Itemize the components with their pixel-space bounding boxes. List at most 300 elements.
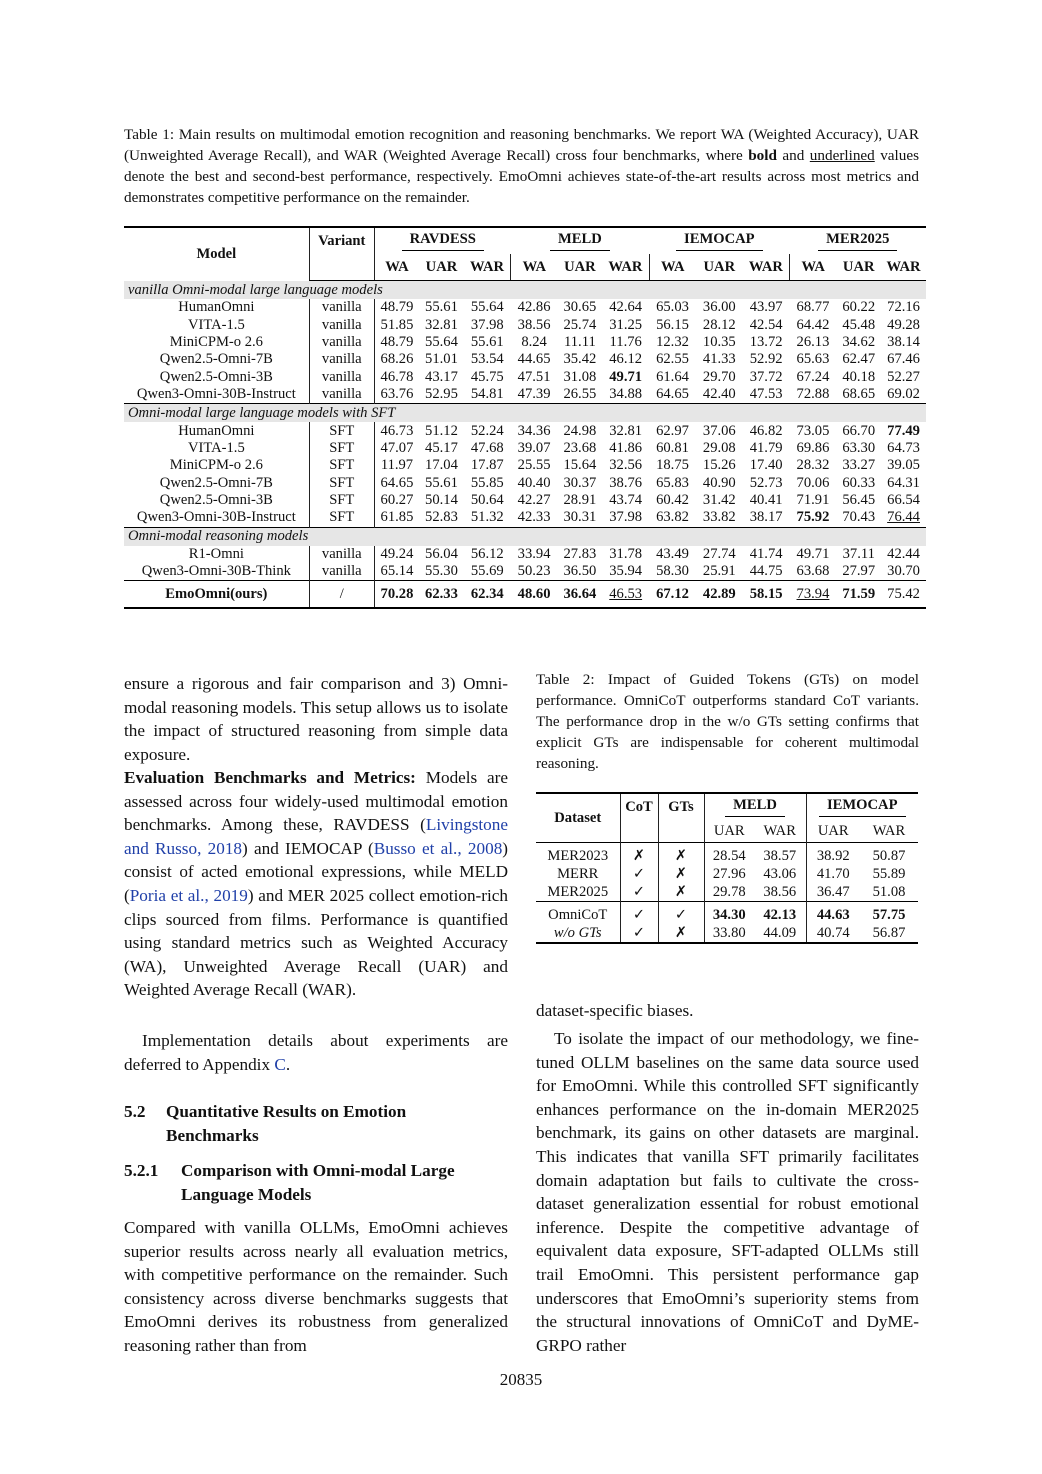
left-para-4: Compared with vanilla OLLMs, EmoOmni achieves superior results across nearly all evaluation metrics, with competitive performance on the remainder. Such consistency across diverse benchmarks suggests that EmoOmni derives its robustness from generalized reasoning rather than from [124, 1218, 508, 1355]
dataset-name: MERR [557, 866, 599, 882]
score-cell: 27.83 [563, 545, 597, 562]
score-cell: 25.55 [517, 457, 551, 474]
score-cell: 50.64 [470, 492, 504, 509]
cite-poria[interactable]: Poria et al., 2019 [129, 885, 248, 905]
score-cell: 28.12 [702, 316, 736, 333]
score-cell: 33.80 [704, 924, 754, 943]
t2-header-cot: CoT [620, 793, 658, 820]
variant: vanilla [309, 334, 374, 351]
score-cell: 70.06 [796, 474, 830, 491]
score-cell: 56.12 [470, 545, 504, 562]
left-para-2: Evaluation Benchmarks and Metrics: Models are assessed across four widely-used multimodal emotion benchmarks. Among these, RAVDESS (Livingstone and Russo, 2018) and IEMOCAP (Busso et al., 2008) consist of acted emotional expressions, while MELD (Poria et al., 2019) and MER 2025 collect emotion-rich clips sourced from films. Performance is quantified using standard metrics such as Weighted Accuracy (WA), Unweighted Average Recall (UAR) and Weighted Average Recall (WAR). [124, 768, 509, 1000]
table-row [536, 843, 918, 866]
score-cell: 47.51 [517, 368, 551, 385]
score-cell: 52.95 [425, 386, 458, 403]
score-cell: 36.64 [563, 585, 597, 602]
score-cell: 42.54 [749, 316, 783, 333]
score-cell: 28.91 [563, 492, 597, 509]
score-cell: 48.60 [517, 585, 551, 602]
section-5-2-1-number: 5.2.1 [124, 1161, 159, 1180]
score-cell: 37.98 [470, 316, 504, 333]
header-iemocap: IEMOCAP [649, 227, 789, 254]
right-para-2: To isolate the impact of our methodology, we fine-tuned OLLM baselines on the same data source used for EmoOmni. While this controlled SFT significantly enhances performance on the in-domain MER2025 benchmark, its gains on other datasets are marginal. This indicates that vanilla SFT primarily facilitates domain adaptation but fails to cultivate the cross-dataset generalization essential for robust emotional inference. Despite the competitive advantage of equivalent data exposure, SFT-adapted OLLMs still trail EmoOmni. This persistent performance gap underscores that EmoOmni’s superiority stems from the structural innovations of OmniCoT and DyME-GRPO rather [536, 1029, 919, 1355]
dataset-name: w/o GTs [553, 925, 602, 941]
model-name: MiniCPM-o 2.6 [169, 457, 263, 474]
variant: vanilla [309, 369, 374, 386]
score-cell: 55.89 [872, 866, 906, 882]
score-cell: 70.43 [842, 509, 876, 526]
table-row [124, 316, 926, 333]
score-cell: 69.02 [887, 386, 920, 403]
score-cell: 32.81 [609, 422, 643, 439]
model-name: HumanOmni [178, 422, 255, 439]
score-cell: 56.04 [425, 545, 458, 562]
score-cell: 25.74 [563, 316, 597, 333]
score-cell: 44.75 [749, 563, 783, 580]
score-cell: 65.14 [374, 563, 419, 581]
score-cell: 37.98 [609, 509, 643, 526]
score-cell: 72.16 [887, 299, 920, 316]
score-cell: 64.42 [796, 316, 830, 333]
t2-header-iemocap: IEMOCAP [806, 793, 918, 820]
table-row [536, 883, 918, 902]
variant: SFT [309, 422, 374, 439]
score-cell: 55.61 [425, 474, 458, 491]
variant: SFT [309, 457, 374, 474]
t2-header-meld: MELD [704, 793, 806, 820]
score-cell: 38.14 [887, 333, 920, 350]
score-cell: 34.88 [609, 386, 643, 403]
model-name: Qwen3-Omni-30B-Think [141, 563, 291, 580]
score-cell: 57.75 [872, 907, 906, 923]
score-cell: 71.91 [796, 492, 830, 509]
score-cell: 39.05 [887, 457, 920, 474]
score-cell: 23.68 [563, 439, 597, 456]
score-cell: 13.72 [749, 333, 783, 350]
metric-header: UAR [696, 254, 743, 281]
table-row [124, 440, 926, 457]
gts-mark: ✗ [658, 843, 704, 866]
score-cell: 27.74 [702, 545, 736, 562]
score-cell: 11.97 [374, 457, 419, 474]
score-cell: 46.53 [609, 585, 643, 602]
score-cell: 76.44 [887, 509, 920, 526]
page-number: 20835 [499, 1370, 543, 1389]
score-cell: 63.30 [842, 439, 876, 456]
score-cell: 31.42 [702, 492, 736, 509]
score-cell: 52.92 [749, 351, 783, 368]
score-cell: 46.12 [609, 351, 643, 368]
table-row [124, 422, 926, 439]
score-cell: 67.12 [656, 585, 689, 602]
table-row [536, 924, 918, 943]
table-row [124, 334, 926, 351]
score-cell: 43.74 [609, 492, 643, 509]
model-name: Qwen2.5-Omni-7B [159, 474, 273, 491]
score-cell: 42.86 [517, 299, 551, 316]
score-cell: 73.05 [796, 422, 830, 439]
dataset-name: MER2025 [547, 884, 609, 900]
appendix-link[interactable]: C [274, 1054, 286, 1074]
score-cell: 31.08 [563, 368, 597, 385]
table-row [124, 369, 926, 386]
score-cell: 18.75 [656, 457, 689, 474]
table-row [124, 457, 926, 474]
score-cell: 63.76 [374, 386, 419, 404]
score-cell: 55.64 [470, 299, 504, 316]
score-cell: 45.75 [470, 368, 504, 385]
score-cell: 42.33 [517, 509, 551, 526]
score-cell: 58.15 [749, 585, 783, 602]
gts-mark: ✗ [658, 865, 704, 883]
header-model: Model [124, 227, 309, 281]
score-cell: 11.11 [564, 333, 596, 350]
score-cell: 48.79 [374, 299, 419, 316]
section-5-2-title: Quantitative Results on Emotion Benchmarks [166, 1102, 407, 1145]
model-name: Qwen2.5-Omni-7B [159, 351, 273, 368]
score-cell: 52.24 [470, 422, 504, 439]
metric-header: UAR [558, 254, 603, 281]
score-cell: 8.24 [521, 333, 547, 350]
score-cell: 61.64 [656, 368, 689, 385]
score-cell: 29.70 [702, 368, 736, 385]
score-cell: 38.17 [749, 509, 783, 526]
score-cell: 55.61 [470, 333, 504, 350]
score-cell: 60.33 [842, 474, 876, 491]
score-cell: 64.65 [374, 475, 419, 492]
variant: vanilla [309, 386, 374, 404]
score-cell: 33.94 [517, 545, 551, 562]
score-cell: 32.56 [609, 457, 643, 474]
score-cell: 27.97 [842, 563, 876, 580]
score-cell: 30.31 [563, 509, 597, 526]
table-row [536, 902, 918, 925]
score-cell: 58.30 [656, 563, 689, 580]
score-cell: 49.28 [887, 316, 920, 333]
score-cell: 38.57 [763, 848, 797, 864]
table-row [124, 299, 926, 316]
score-cell: 73.94 [796, 585, 830, 602]
score-cell: 66.54 [887, 492, 920, 509]
score-cell: 51.32 [470, 509, 504, 526]
score-cell: 34.36 [517, 422, 551, 439]
score-cell: 61.85 [374, 509, 419, 527]
cot-mark: ✓ [620, 902, 658, 925]
score-cell: 42.40 [702, 386, 736, 403]
score-cell: 71.59 [842, 585, 876, 602]
score-cell: 60.22 [842, 299, 876, 316]
cot-mark: ✗ [620, 843, 658, 866]
metric-header: WAR [464, 254, 511, 281]
table-row [124, 351, 926, 368]
score-cell: 70.28 [374, 581, 419, 609]
score-cell: 17.04 [425, 457, 458, 474]
score-cell: 54.81 [470, 386, 504, 403]
table-group-title: Omni-modal reasoning models [124, 527, 926, 546]
variant: vanilla [309, 563, 374, 581]
score-cell: 36.47 [806, 883, 860, 902]
cite-busso[interactable]: Busso et al., 2008 [373, 838, 503, 858]
table-row [536, 865, 918, 883]
score-cell: 68.65 [842, 386, 876, 403]
cot-mark: ✓ [620, 865, 658, 883]
metric-header: WAR [743, 254, 790, 281]
score-cell: 75.42 [887, 585, 920, 602]
score-cell: 52.27 [887, 368, 920, 385]
score-cell: 30.37 [563, 474, 597, 491]
score-cell: 48.79 [374, 334, 419, 351]
score-cell: 26.55 [563, 386, 597, 403]
score-cell: 67.46 [887, 351, 920, 368]
variant: vanilla [309, 316, 374, 333]
gts-mark: ✗ [658, 883, 704, 902]
header-variant: Variant [309, 227, 374, 254]
dataset-name: MER2023 [547, 848, 609, 864]
score-cell: 34.62 [842, 333, 876, 350]
table-row [124, 386, 926, 404]
score-cell: 42.89 [702, 585, 736, 602]
score-cell: 55.69 [470, 563, 504, 580]
score-cell: 43.97 [749, 299, 783, 316]
score-cell: 44.63 [806, 902, 860, 925]
score-cell: 50.23 [517, 563, 551, 580]
score-cell: 45.48 [842, 316, 876, 333]
score-cell: 53.54 [470, 351, 504, 368]
score-cell: 41.33 [702, 351, 736, 368]
score-cell: 62.34 [470, 585, 504, 602]
table-group-title: vanilla Omni-modal large language models [124, 281, 926, 300]
section-5-2-number: 5.2 [124, 1102, 146, 1121]
score-cell: 75.92 [796, 509, 830, 526]
score-cell: 66.70 [842, 422, 876, 439]
score-cell: 51.01 [425, 351, 458, 368]
model-name: Qwen3-Omni-30B-Instruct [136, 509, 296, 526]
score-cell: 50.14 [425, 492, 458, 509]
score-cell: 68.77 [796, 299, 830, 316]
gts-mark: ✗ [658, 924, 704, 943]
score-cell: 67.24 [796, 368, 830, 385]
score-cell: 30.70 [887, 563, 920, 580]
results-table [124, 226, 926, 609]
variant: vanilla [309, 351, 374, 368]
model-name: R1-Omni [188, 545, 244, 562]
score-cell: 52.83 [425, 509, 458, 526]
score-cell: 51.12 [425, 422, 458, 439]
score-cell: 11.76 [609, 333, 642, 350]
header-meld: MELD [511, 227, 649, 254]
table-row [124, 475, 926, 492]
header-mer2025: MER2025 [790, 227, 926, 254]
score-cell: 29.08 [702, 439, 736, 456]
score-cell: 62.33 [425, 585, 458, 602]
score-cell: 47.53 [749, 386, 783, 403]
score-cell: 33.27 [842, 457, 876, 474]
left-para-1: ensure a rigorous and fair comparison and 3) Omni-modal reasoning models. This setup allows us to isolate the impact of structured reasoning from simple data exposure. [124, 674, 508, 764]
variant: vanilla [309, 299, 374, 316]
score-cell: 52.73 [749, 474, 783, 491]
score-cell: 33.82 [702, 509, 736, 526]
left-para-3: Implementation details about experiments are deferred to Appendix C. [124, 1031, 508, 1074]
metric-header: WA [511, 254, 558, 281]
ours-row [124, 581, 926, 609]
score-cell: 49.24 [374, 546, 419, 563]
score-cell: 45.17 [425, 439, 458, 456]
cot-mark: ✓ [620, 883, 658, 902]
score-cell: 72.88 [796, 386, 830, 403]
score-cell: 62.97 [656, 422, 689, 439]
score-cell: 37.72 [749, 368, 783, 385]
score-cell: 77.49 [887, 422, 920, 439]
score-cell: 64.65 [656, 386, 689, 403]
variant: / [309, 581, 374, 609]
score-cell: 42.27 [517, 492, 551, 509]
score-cell: 26.13 [796, 333, 830, 350]
score-cell: 38.92 [806, 843, 860, 866]
score-cell: 37.11 [842, 545, 875, 562]
metric-header: UAR [836, 254, 881, 281]
table1-caption: Table 1: Main results on multimodal emotion recognition and reasoning benchmarks. We report WA (Weighted Accuracy), UAR (Unweighted Average Recall), and WAR (Weighted Average Recall) cross four benchmarks, where bold and underlined values denote the best and second-best performance, respectively. EmoOmni achieves state-of-the-art results across most metrics and demonstrates competitive performance on the remainder. [124, 126, 920, 206]
score-cell: 43.06 [763, 866, 797, 882]
score-cell: 64.73 [887, 439, 920, 456]
score-cell: 56.15 [656, 316, 689, 333]
score-cell: 41.70 [806, 865, 860, 883]
score-cell: 37.06 [702, 422, 736, 439]
score-cell: 44.65 [517, 351, 551, 368]
cot-mark: ✓ [620, 924, 658, 943]
score-cell: 49.71 [609, 368, 643, 385]
model-name: EmoOmni(ours) [165, 585, 268, 602]
t2-header-dataset: Dataset [554, 809, 602, 826]
score-cell: 68.26 [374, 351, 419, 368]
model-name: VITA-1.5 [187, 316, 245, 333]
metric-header: WAR [602, 254, 649, 281]
score-cell: 35.94 [609, 563, 643, 580]
score-cell: 46.78 [374, 369, 419, 386]
score-cell: 62.55 [656, 351, 689, 368]
score-cell: 38.56 [763, 884, 797, 900]
score-cell: 12.32 [656, 333, 689, 350]
score-cell: 40.18 [842, 368, 876, 385]
variant: SFT [309, 492, 374, 509]
score-cell: 44.09 [763, 925, 797, 941]
score-cell: 65.03 [656, 299, 689, 316]
score-cell: 63.68 [796, 563, 830, 580]
table-row [124, 563, 926, 581]
score-cell: 56.45 [842, 492, 876, 509]
score-cell: 15.64 [563, 457, 597, 474]
model-name: Qwen2.5-Omni-3B [159, 368, 273, 385]
score-cell: 17.87 [470, 457, 504, 474]
score-cell: 32.81 [425, 316, 458, 333]
header-ravdess: RAVDESS [374, 227, 510, 254]
cite-livingstone[interactable]: Livingstone and Russo, 2018 [124, 815, 508, 858]
score-cell: 46.82 [749, 422, 783, 439]
score-cell: 40.90 [702, 474, 736, 491]
score-cell: 42.13 [763, 907, 797, 923]
score-cell: 49.71 [796, 545, 830, 562]
table-row [124, 546, 926, 563]
score-cell: 38.76 [609, 474, 643, 491]
score-cell: 31.25 [609, 316, 643, 333]
score-cell: 55.61 [425, 299, 458, 316]
score-cell: 39.07 [517, 439, 551, 456]
model-name: Qwen3-Omni-30B-Instruct [136, 386, 296, 403]
score-cell: 56.87 [872, 925, 906, 941]
score-cell: 60.42 [656, 492, 689, 509]
score-cell: 42.44 [887, 545, 920, 562]
metric-header: WAR [881, 254, 926, 281]
score-cell: 55.85 [470, 474, 504, 491]
score-cell: 43.17 [425, 368, 458, 385]
model-name: VITA-1.5 [187, 439, 245, 456]
score-cell: 55.30 [425, 563, 458, 580]
score-cell: 40.74 [806, 924, 860, 943]
score-cell: 25.91 [702, 563, 736, 580]
metric-header: UAR [419, 254, 464, 281]
score-cell: 62.47 [842, 351, 876, 368]
score-cell: 28.32 [796, 457, 830, 474]
t2-header-gts: GTs [658, 793, 704, 820]
score-cell: 40.40 [517, 474, 551, 491]
score-cell: 17.40 [749, 457, 783, 474]
score-cell: 41.79 [749, 439, 783, 456]
score-cell: 34.30 [704, 902, 754, 925]
variant: SFT [309, 509, 374, 527]
table-row [124, 492, 926, 509]
score-cell: 24.98 [563, 422, 597, 439]
score-cell: 65.63 [796, 351, 830, 368]
score-cell: 27.96 [704, 865, 754, 883]
variant: vanilla [309, 546, 374, 563]
model-name: MiniCPM-o 2.6 [169, 333, 263, 350]
score-cell: 31.78 [609, 545, 643, 562]
dataset-name: OmniCoT [548, 907, 608, 923]
variant: SFT [309, 440, 374, 457]
score-cell: 35.42 [563, 351, 597, 368]
metric-header: WA [374, 254, 419, 281]
score-cell: 51.85 [374, 316, 419, 333]
score-cell: 47.68 [470, 439, 504, 456]
section-5-2-1-title: Comparison with Omni-modal Large Language Models [181, 1161, 455, 1204]
score-cell: 43.49 [656, 545, 689, 562]
score-cell: 65.83 [656, 474, 689, 491]
score-cell: 15.26 [702, 457, 736, 474]
score-cell: 47.39 [517, 386, 551, 403]
score-cell: 40.41 [749, 492, 783, 509]
score-cell: 51.08 [872, 884, 906, 900]
score-cell: 42.64 [609, 299, 643, 316]
model-name: Qwen2.5-Omni-3B [159, 492, 273, 509]
score-cell: 46.73 [374, 422, 419, 439]
table-row [124, 509, 926, 527]
score-cell: 41.86 [609, 439, 643, 456]
score-cell: 60.81 [656, 439, 689, 456]
score-cell: 30.65 [563, 299, 597, 316]
score-cell: 69.86 [796, 439, 830, 456]
metric-header: WA [649, 254, 696, 281]
score-cell: 41.74 [749, 545, 783, 562]
score-cell: 36.00 [702, 299, 736, 316]
score-cell: 50.87 [872, 848, 906, 864]
score-cell: 47.07 [374, 440, 419, 457]
score-cell: 10.35 [702, 333, 736, 350]
score-cell: 29.78 [704, 883, 754, 902]
score-cell: 64.31 [887, 474, 920, 491]
score-cell: 28.54 [704, 843, 754, 866]
variant: SFT [309, 475, 374, 492]
gts-mark: ✓ [658, 902, 704, 925]
score-cell: 55.64 [425, 333, 458, 350]
